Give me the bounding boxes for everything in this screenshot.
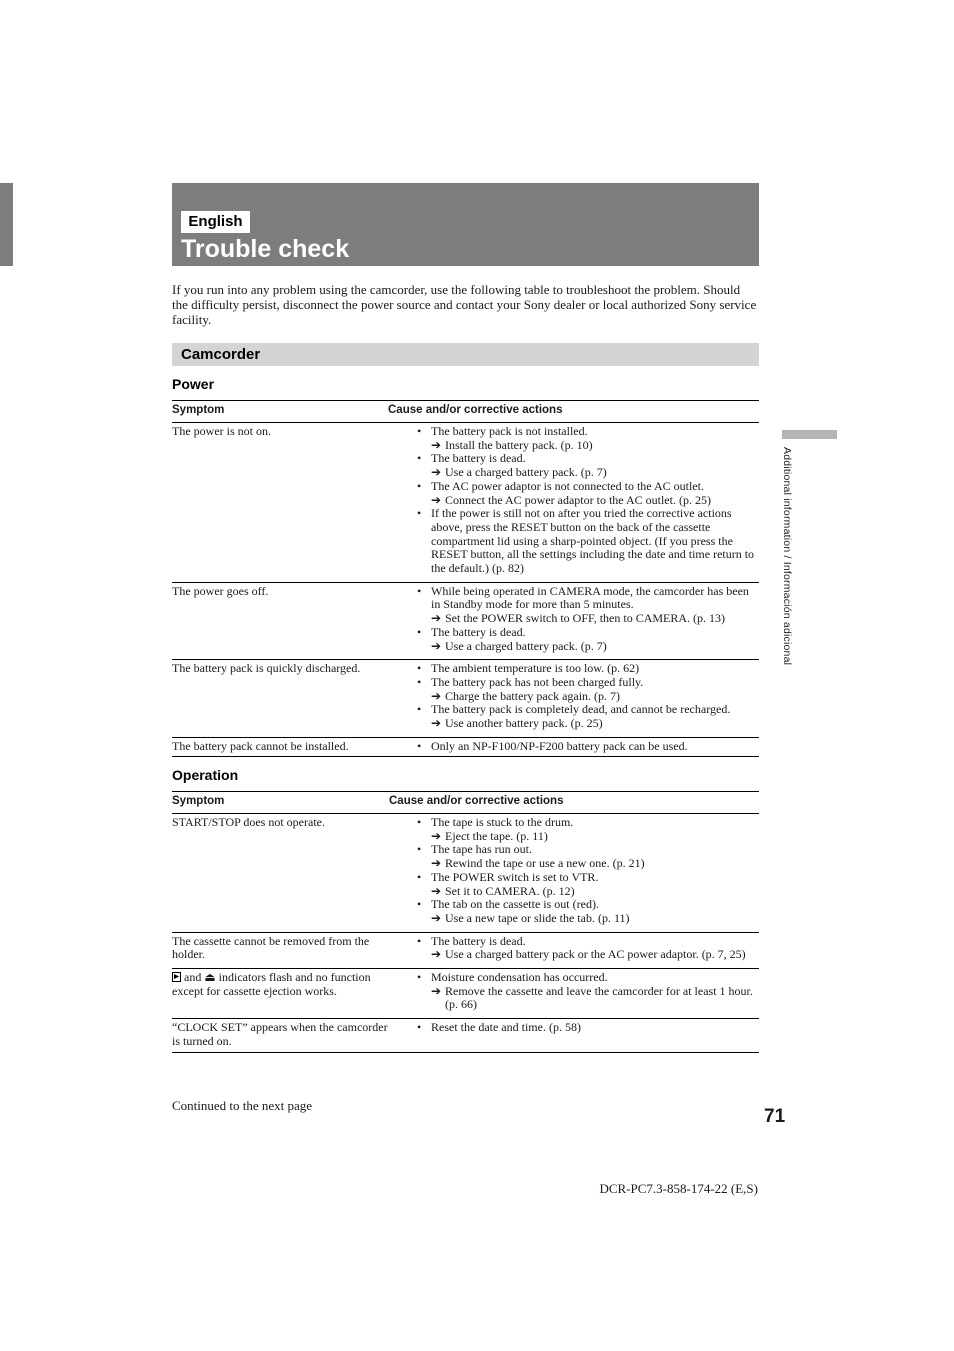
header-band: [172, 183, 759, 266]
cause-item: [417, 662, 759, 676]
power-cause-header: Cause and/or corrective actions: [388, 401, 759, 423]
cause-text: The AC power adaptor is not connected to the AC outlet.: [431, 478, 704, 493]
cause-text: Moisture condensation has occurred.: [431, 970, 608, 985]
cause-item: [417, 898, 759, 925]
arrow-right-icon: ➔: [431, 465, 442, 480]
cause-text: The battery is dead.: [431, 624, 526, 639]
corrective-action-text: Eject the tape. (p. 11): [445, 828, 548, 843]
arrow-right-icon: ➔: [431, 947, 442, 962]
cause-cell: [388, 660, 759, 738]
power-symptom-header: Symptom: [172, 401, 388, 423]
cause-text: The POWER switch is set to VTR.: [431, 869, 599, 884]
corrective-action-text: Set it to CAMERA. (p. 12): [445, 883, 575, 898]
cause-text: The tape has run out.: [431, 842, 532, 857]
section-band: [172, 343, 759, 366]
corrective-action: [431, 494, 759, 508]
arrow-right-icon: ➔: [431, 828, 442, 843]
arrow-right-icon: ➔: [431, 492, 442, 507]
corrective-action-text: Set the POWER switch to OFF, then to CAMERA. (p. 13): [445, 611, 726, 626]
cause-text: The battery is dead.: [431, 933, 526, 948]
corrective-action: [431, 439, 759, 453]
corrective-action-text: Use a charged battery pack. (p. 7): [445, 465, 607, 480]
corrective-action: [431, 466, 759, 480]
cause-item: [417, 626, 759, 653]
corrective-action-text: Use a charged battery pack or the AC power adaptor. (p. 7, 25): [445, 947, 746, 962]
cause-list: [417, 425, 759, 576]
symptom-cell: START/STOP does not operate.: [172, 814, 389, 933]
cause-list: [417, 585, 759, 654]
arrow-right-icon: ➔: [431, 716, 442, 731]
cause-text: The battery pack has not been charged fully.: [431, 674, 644, 689]
cause-list: [417, 662, 759, 731]
cause-text: If the power is still not on after you tried the corrective actions above, press the RESET button on the back of the cassette compartment lid using a sharp-pointed object. (If you press the RESET button, all the settings including the date and time return to the default.) (p. 82): [431, 506, 755, 576]
cause-item: [417, 871, 759, 898]
cause-text: The tape is stuck to the drum.: [431, 815, 574, 829]
cause-list: [417, 740, 759, 754]
cause-item: [417, 703, 759, 730]
arrow-right-icon: ➔: [431, 883, 442, 898]
cause-cell: [388, 423, 759, 583]
cause-item: [417, 935, 759, 962]
operation-symptom-header: Symptom: [172, 792, 389, 814]
cause-cell: [389, 932, 759, 968]
corrective-action-text: Install the battery pack. (p. 10): [445, 437, 593, 452]
corrective-action: [431, 690, 759, 704]
cause-list: [417, 816, 759, 926]
corrective-action-text: Use another battery pack. (p. 25): [445, 716, 603, 731]
document-code: DCR-PC7.3-858-174-22 (E,S): [599, 1181, 758, 1196]
operation-cause-header: Cause and/or corrective actions: [389, 792, 759, 814]
symptom-cell: The battery pack is quickly discharged.: [172, 660, 388, 738]
cause-text: The ambient temperature is too low. (p. 62): [431, 661, 640, 676]
table-row: [172, 932, 759, 968]
cause-list: [417, 935, 759, 962]
power-heading: Power: [172, 376, 215, 392]
arrow-right-icon: ➔: [431, 983, 442, 998]
cause-text: The tab on the cassette is out (red).: [431, 897, 599, 912]
corrective-action-text: Charge the battery pack again. (p. 7): [445, 688, 621, 703]
table-row: [172, 423, 759, 583]
continued-note: Continued to the next page: [172, 1098, 313, 1113]
operation-heading: Operation: [172, 767, 239, 783]
corrective-action: [431, 640, 759, 654]
cause-list: [417, 1021, 759, 1035]
table-row: [172, 737, 759, 757]
cause-item: [417, 843, 759, 870]
page-number: 71: [764, 1106, 786, 1127]
intro-paragraph: If you run into any problem using the camcorder, use the following table to troubleshoot the problem. Should the difficulty persist, disconnect the power source and contact your Sony dealer or local authorized Sony service facility.: [172, 282, 757, 327]
corrective-action: [431, 948, 759, 962]
operation-table: [172, 791, 759, 1053]
cause-item: [417, 816, 759, 843]
corrective-action: [431, 830, 759, 844]
arrow-right-icon: ➔: [431, 910, 442, 925]
symptom-text: and ⏏ indicators flash and no function except for cassette ejection works.: [172, 970, 371, 998]
section-title: Camcorder: [181, 346, 261, 363]
language-badge: English: [181, 211, 250, 233]
corrective-action: [431, 857, 759, 871]
corrective-action-text: Rewind the tape or use a new one. (p. 21): [445, 856, 645, 871]
cause-cell: [389, 969, 759, 1019]
symptom-cell: The battery pack cannot be installed.: [172, 737, 388, 757]
table-row: [172, 660, 759, 738]
cause-cell: [389, 1019, 759, 1052]
cause-text: While being operated in CAMERA mode, the camcorder has been in Standby mode for more than 5 minutes.: [431, 583, 749, 612]
corrective-action: [431, 612, 759, 626]
cause-text: Reset the date and time. (p. 58): [431, 1020, 581, 1035]
cause-item: [417, 480, 759, 507]
corrective-action: [431, 912, 759, 926]
symptom-cell: [172, 969, 389, 1019]
cause-item: [417, 676, 759, 703]
table-row: [172, 582, 759, 660]
power-table: [172, 400, 759, 757]
arrow-right-icon: ➔: [431, 638, 442, 653]
cause-cell: [388, 737, 759, 757]
recording-indicator-icon: [172, 972, 181, 982]
corrective-action-text: Connect the AC power adaptor to the AC outlet. (p. 25): [445, 492, 711, 507]
side-tab-marker: [782, 430, 837, 439]
cause-item: [417, 740, 759, 754]
cause-item: [417, 425, 759, 452]
corrective-action-text: Use a new tape or slide the tab. (p. 11): [445, 910, 630, 925]
arrow-right-icon: ➔: [431, 688, 442, 703]
cause-item: [417, 585, 759, 626]
symptom-cell: “CLOCK SET” appears when the camcorder is turned on.: [172, 1019, 389, 1052]
corrective-action: [431, 985, 759, 1012]
corrective-action-text: Remove the cassette and leave the camcorder for at least 1 hour. (p. 66): [445, 983, 753, 1012]
table-row: [172, 1019, 759, 1052]
cause-cell: [389, 814, 759, 933]
cause-text: The battery pack is not installed.: [431, 424, 588, 438]
edge-tab-marker: [0, 183, 13, 266]
arrow-right-icon: ➔: [431, 437, 442, 452]
section-side-label: Additional information / Información adicional: [781, 447, 793, 666]
corrective-action-text: Use a charged battery pack. (p. 7): [445, 638, 607, 653]
page-title: Trouble check: [181, 235, 350, 263]
cause-text: Only an NP-F100/NP-F200 battery pack can be used.: [431, 738, 688, 753]
cause-text: The battery is dead.: [431, 451, 526, 466]
table-row: [172, 969, 759, 1019]
symptom-cell: The power is not on.: [172, 423, 388, 583]
operation-table-body: [172, 814, 759, 1053]
cause-text: The battery pack is completely dead, and cannot be recharged.: [431, 702, 731, 717]
power-table-body: [172, 423, 759, 757]
symptom-cell: The cassette cannot be removed from the holder.: [172, 932, 389, 968]
cause-cell: [388, 582, 759, 660]
cause-item: [417, 507, 759, 576]
cause-list: [417, 971, 759, 1012]
corrective-action: [431, 717, 759, 731]
symptom-cell: The power goes off.: [172, 582, 388, 660]
cause-item: [417, 1021, 759, 1035]
corrective-action: [431, 885, 759, 899]
cause-item: [417, 971, 759, 1012]
cause-item: [417, 452, 759, 479]
table-row: [172, 814, 759, 933]
arrow-right-icon: ➔: [431, 611, 442, 626]
arrow-right-icon: ➔: [431, 856, 442, 871]
